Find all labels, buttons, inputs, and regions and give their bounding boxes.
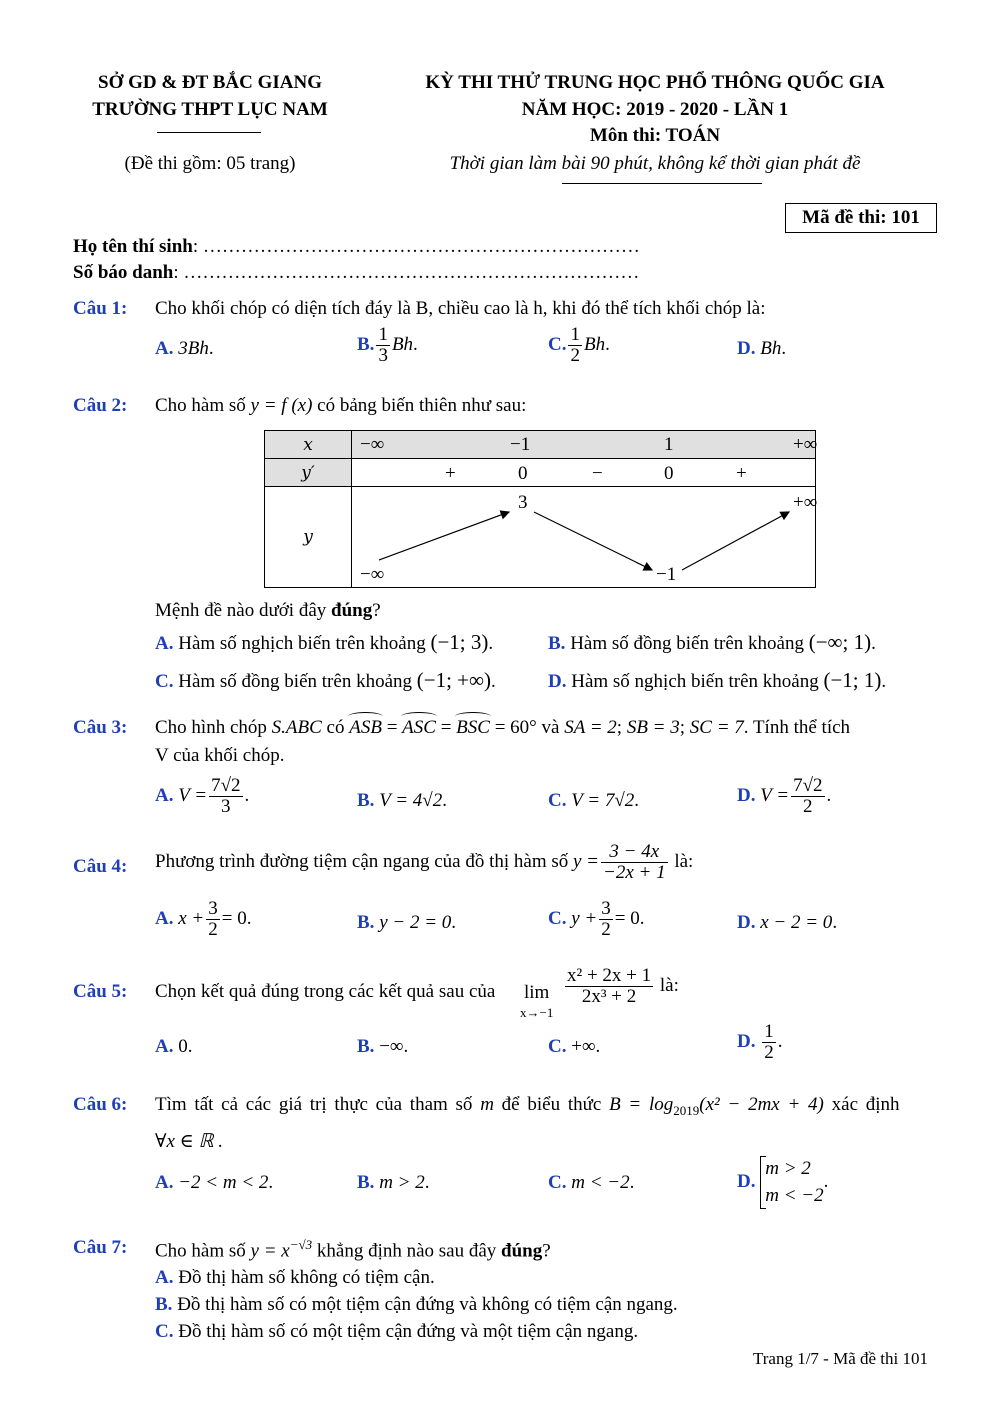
q1-option-a: A. 3Bh. [155, 338, 214, 359]
q2-label: Câu 2: [73, 395, 128, 416]
q7-option-c: C. Đồ thị hàm số có một tiệm cận đứng và một tiệm cận ngang. [155, 1321, 639, 1342]
y-val-plus-inf: +∞ [793, 492, 818, 513]
q6-label: Câu 6: [73, 1094, 128, 1115]
time-limit: Thời gian làm bài 90 phút, không kể thời gian phát đề [449, 153, 861, 174]
q3-text-line2: V của khối chóp. [155, 745, 285, 766]
q6-text: Tìm tất cả các giá trị thực của tham số m để biểu thức $B = \log_{2019}(x^2 - 2mx + 4)$ xác định [155, 1094, 900, 1118]
sign-1: + [445, 463, 456, 484]
q6-option-a: A. −2 < m < 2. [155, 1172, 274, 1193]
subject: Môn thi: TOÁN [589, 125, 721, 146]
q1-text: Cho khối chóp có diện tích đáy là B, chiều cao là h, khi đó thể tích khối chóp là: [155, 298, 766, 319]
q1-label: Câu 1: [73, 298, 128, 319]
sign-3: − [592, 463, 603, 484]
x-val-1: −∞ [360, 434, 385, 455]
q2-option-a: A. Hàm số nghịch biến trên khoảng (−1; 3). [155, 630, 494, 654]
school-department: SỞ GD & ĐT BẮC GIANG [98, 72, 322, 93]
student-id-line: Số báo danh: ……………………………………………………………… [73, 262, 640, 283]
arrow-increasing-2 [682, 512, 789, 570]
q2-option-c: C. Hàm số đồng biến trên khoảng (−1; +∞). [155, 668, 496, 692]
q7-label: Câu 7: [73, 1237, 128, 1258]
y-val-min: −1 [656, 564, 677, 585]
school-name: TRƯỜNG THPT LỤC NAM [92, 99, 328, 120]
q5-option-b: B. −∞. [357, 1036, 409, 1057]
header-right-underline [562, 183, 762, 184]
q4-label: Câu 4: [73, 856, 128, 877]
q3-option-d: D. V = $\frac{7√2}{2}$ . [737, 775, 832, 817]
sign-5: + [736, 463, 747, 484]
q2-question: Mệnh đề nào dưới đây đúng? [155, 600, 381, 621]
arrow-decreasing [534, 512, 652, 570]
variation-arrows [264, 430, 816, 588]
q7-option-a: A. Đồ thị hàm số không có tiệm cận. [155, 1267, 435, 1288]
q6-option-c: C. m < −2. [548, 1172, 635, 1193]
exam-title: KỲ THI THỬ TRUNG HỌC PHỔ THÔNG QUỐC GIA [425, 72, 885, 93]
page-count: (Đề thi gồm: 05 trang) [124, 153, 296, 174]
sign-2: 0 [518, 463, 528, 484]
page-footer: Trang 1/7 - Mã đề thi 101 [752, 1349, 928, 1368]
q7-option-b: B. Đồ thị hàm số có một tiệm cận đứng và không có tiệm cận ngang. [155, 1294, 678, 1315]
q3-label: Câu 3: [73, 717, 128, 738]
q4-option-d: D. x − 2 = 0. [737, 912, 838, 933]
q5-option-d: D. $\frac{1}{2}$ . [737, 1021, 783, 1063]
q2-option-b: B. Hàm số đồng biến trên khoảng (−∞; 1). [548, 630, 876, 654]
q2-text: Cho hàm số y = f (x) có bảng biến thiên như sau: [155, 395, 527, 416]
student-name-line: Họ tên thí sinh: …………………………………………………………… [73, 236, 640, 257]
x-val-3: 1 [664, 434, 674, 455]
q4-option-b: B. y − 2 = 0. [357, 912, 457, 933]
q5-fraction: $\frac{\text{x² + 2x + 1}}{\text{2x³ + 2}}$ là: [567, 965, 679, 1007]
q5-label: Câu 5: [73, 981, 128, 1002]
q5-option-c: C. +∞. [548, 1036, 601, 1057]
q3-option-a: A. V = $\frac{7√2}{3}$ . [155, 775, 250, 817]
y-val-minus-inf: −∞ [360, 564, 385, 585]
x-val-2: −1 [510, 434, 531, 455]
q6-text-line2: ∀x ∈ ℝ . [155, 1131, 224, 1152]
q7-text: Cho hàm số $y = x^{-√3}$ khẳng định nào sau đây đúng? [155, 1237, 551, 1262]
q3-option-c: C. V = 7√2. [548, 790, 639, 811]
q4-option-c: C. y + $\frac{3}{2}$ = 0. [548, 898, 645, 940]
q2-option-d: D. Hàm số nghịch biến trên khoảng (−1; 1). [548, 668, 887, 692]
row-yprime-label: y′ [265, 459, 352, 487]
q5-text: Chọn kết quả đúng trong các kết quả sau của [155, 981, 496, 1002]
q3-text: Cho hình chóp S.ABC có ASB = ASC = BSC = 60° và SA = 2; SB = 3; SC = 7. Tính thể tích [155, 717, 851, 738]
exam-code-box: Mã đề thi: 101 [785, 203, 937, 233]
row-x-label: x [265, 431, 352, 459]
header-left-underline [157, 132, 261, 133]
arrow-increasing-1 [379, 512, 509, 560]
q5-lim: lim x→−1 [520, 982, 554, 1020]
q4-text: Phương trình đường tiệm cận ngang của đồ thị hàm số y = $\frac{3 - 4x}{-2x + 1}$ là: [155, 841, 694, 883]
q1-option-d: D. Bh. [737, 338, 787, 359]
q6-option-d: D. m > 2 m < −2. [737, 1156, 828, 1209]
school-year: NĂM HỌC: 2019 - 2020 - LẦN 1 [521, 99, 789, 120]
x-val-4: +∞ [793, 434, 818, 455]
q1-option-c: C. $\frac{1}{2}$ Bh. [548, 324, 610, 366]
q4-option-a: A. x + $\frac{3}{2}$ = 0. [155, 898, 252, 940]
q1-option-b: B. $\frac{1}{3}$ Bh. [357, 324, 418, 366]
q5-option-a: A. 0. [155, 1036, 193, 1057]
row-y-label: y [265, 487, 352, 588]
q3-option-b: B. V = 4√2. [357, 790, 447, 811]
q6-option-b: B. m > 2. [357, 1172, 430, 1193]
y-val-max: 3 [518, 492, 528, 513]
sign-4: 0 [664, 463, 674, 484]
